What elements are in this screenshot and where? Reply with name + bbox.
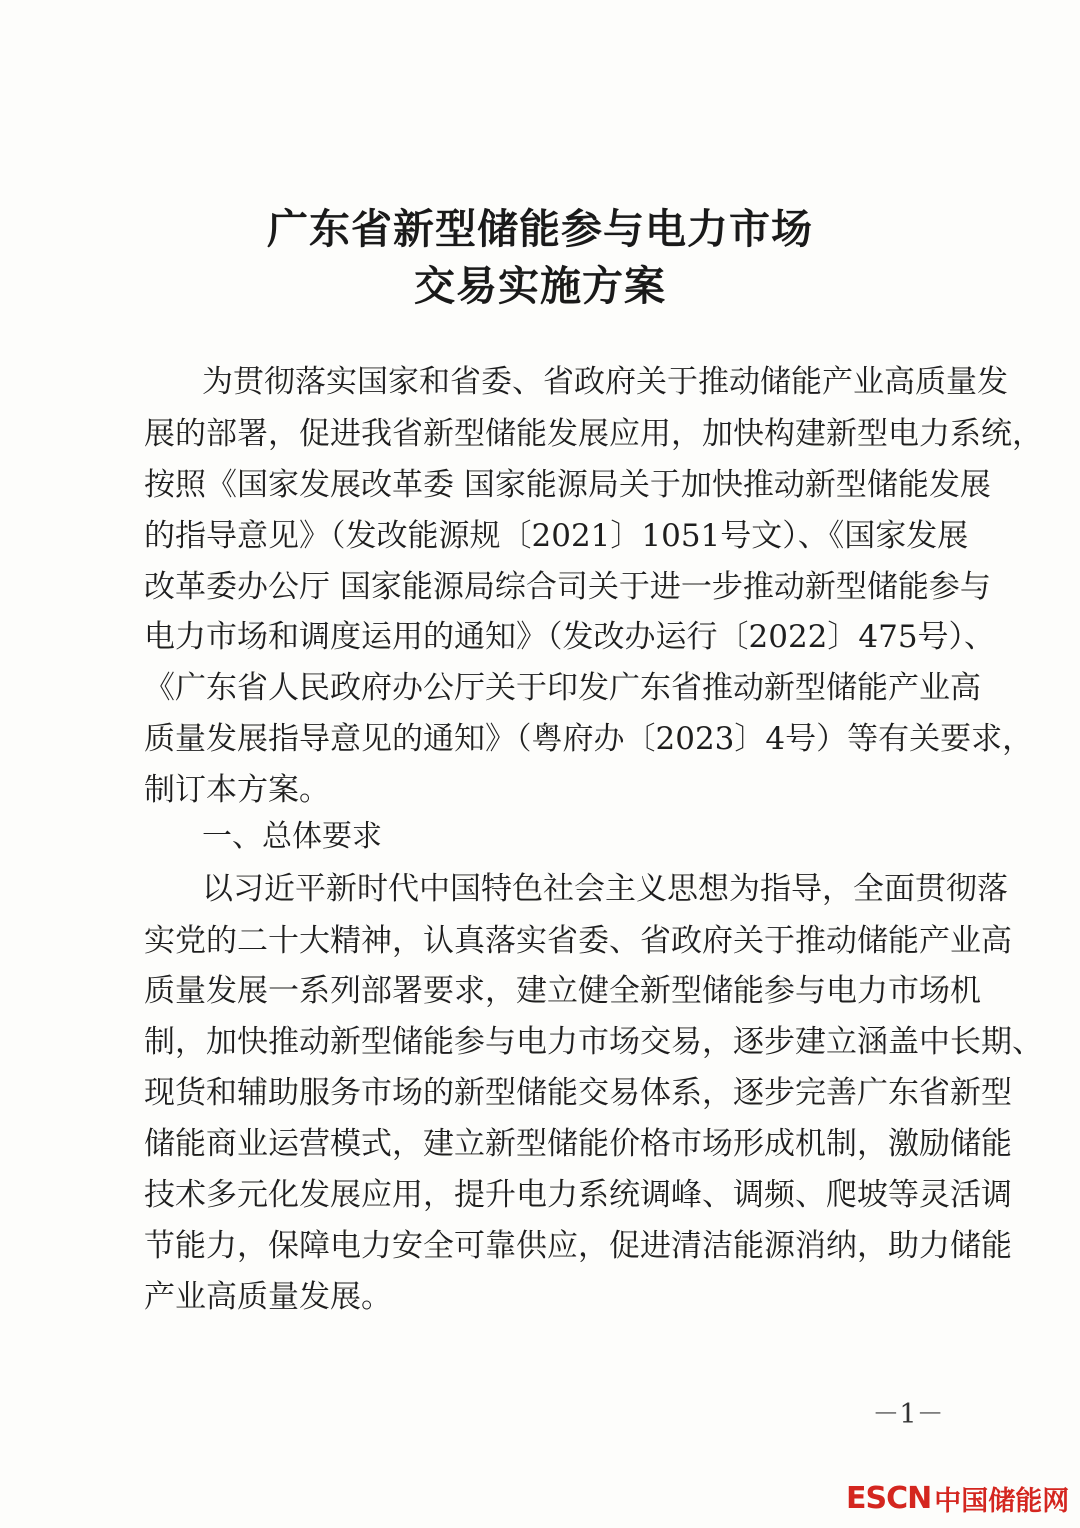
intro-line-3: 按照《国家发展改革委 国家能源局关于加快推动新型储能发展 [144, 467, 991, 503]
section-1-line-8: 节能力，保障电力安全可靠供应，促进清洁能源消纳，助力储能 [144, 1228, 1012, 1264]
section-1-line-7: 技术多元化发展应用，提升电力系统调峰、调频、爬坡等灵活调 [144, 1177, 1012, 1213]
section-1-heading: 一、总体要求 [202, 819, 382, 854]
section-1-line-4: 制，加快推动新型储能参与电力市场交易，逐步建立涵盖中长期、 [144, 1024, 1043, 1060]
section-1-line-1: 以习近平新时代中国特色社会主义思想为指导，全面贯彻落 [202, 871, 1008, 907]
section-1-line-9: 产业高质量发展。 [144, 1279, 392, 1315]
section-1-line-5: 现货和辅助服务市场的新型储能交易体系，逐步完善广东省新型 [144, 1075, 1012, 1111]
intro-line-1: 为贯彻落实国家和省委、省政府关于推动储能产业高质量发 [202, 364, 1008, 400]
intro-line-8: 质量发展指导意见的通知》（粤府办〔2023〕4号）等有关要求， [144, 721, 1034, 757]
intro-line-7: 《广东省人民政府办公厅关于印发广东省推动新型储能产业高 [144, 670, 981, 706]
intro-line-6: 电力市场和调度运用的通知》（发改办运行〔2022〕475号）、 [144, 619, 996, 655]
section-1-line-3: 质量发展一系列部署要求，建立健全新型储能参与电力市场机 [144, 973, 981, 1009]
intro-line-4: 的指导意见》（发改能源规〔2021〕1051号文）、《国家发展 [144, 518, 969, 554]
watermark-latin-text: ESCN [846, 1480, 932, 1516]
watermark-chinese-text: 中国储能网 [934, 1485, 1070, 1517]
section-1-line-6: 储能商业运营模式，建立新型储能价格市场形成机制，激励储能 [144, 1126, 1012, 1162]
intro-line-2: 展的部署，促进我省新型储能发展应用，加快构建新型电力系统， [144, 416, 1043, 452]
section-1-line-2: 实党的二十大精神，认真落实省委、省政府关于推动储能产业高 [144, 923, 1012, 959]
intro-line-9: 制订本方案。 [144, 772, 330, 808]
document-title-line-1: 广东省新型储能参与电力市场 [267, 205, 813, 253]
document-title-line-2: 交易实施方案 [414, 262, 666, 310]
page-number: －1－ [872, 1399, 944, 1430]
escn-watermark-logo [846, 1478, 1069, 1518]
intro-line-5: 改革委办公厅 国家能源局综合司关于进一步推动新型储能参与 [144, 569, 991, 605]
